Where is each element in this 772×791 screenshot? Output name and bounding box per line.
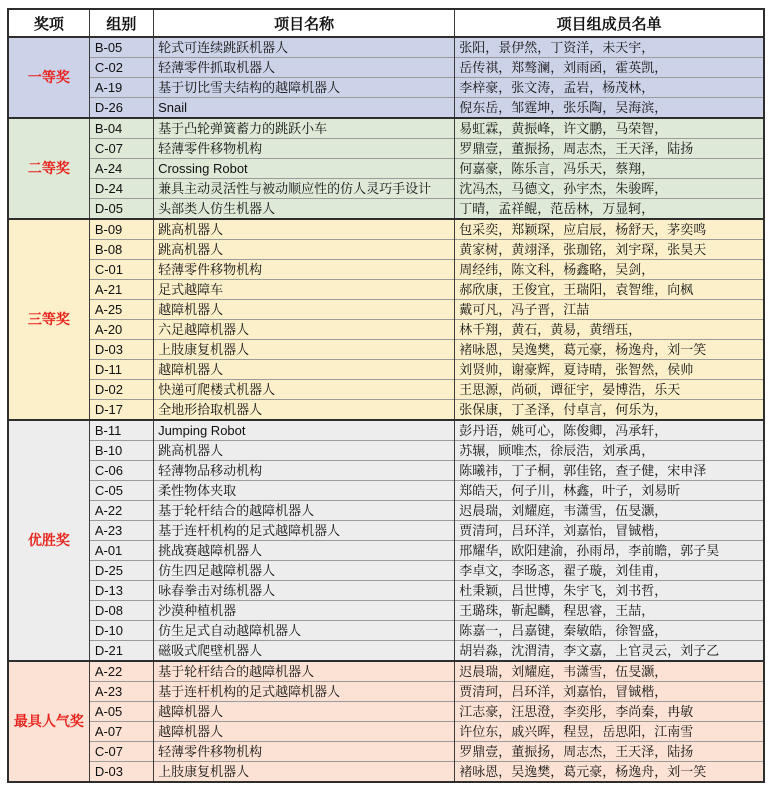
table-row	[8, 521, 764, 541]
members-cell: 何嘉豪，陈乐言，冯乐天，蔡翔，	[455, 159, 764, 179]
column-header-group: 组别	[89, 9, 153, 37]
group-cell: D-08	[89, 601, 153, 621]
award-cell-second-prize: 二等奖	[8, 118, 89, 219]
project-cell: Snail	[154, 98, 455, 119]
members-cell: 罗鼎壹，董振扬，周志杰，王天泽，陆扬	[455, 139, 764, 159]
group-cell: A-01	[89, 541, 153, 561]
award-cell-popularity-prize: 最具人气奖	[8, 661, 89, 782]
members-cell: 迟晨瑞，刘耀庭，韦潇雪，伍旻灏，	[455, 661, 764, 682]
table-row	[8, 240, 764, 260]
table-row	[8, 420, 764, 441]
members-cell: 沈冯杰，马德文，孙宇杰，朱骏晖，	[455, 179, 764, 199]
awards-table	[7, 8, 765, 783]
members-cell: 邢耀华，欧阳建渝，孙雨昂，李前瞻，郭子昊	[455, 541, 764, 561]
group-cell: B-05	[89, 37, 153, 58]
members-cell: 褚咏恩，吴逸樊，葛元豪，杨逸舟，刘一笑	[455, 340, 764, 360]
group-cell: B-08	[89, 240, 153, 260]
group-cell: C-02	[89, 58, 153, 78]
table-row	[8, 641, 764, 662]
award-cell-third-prize: 三等奖	[8, 219, 89, 420]
group-cell: A-20	[89, 320, 153, 340]
table-row	[8, 159, 764, 179]
project-cell: Crossing Robot	[154, 159, 455, 179]
members-cell: 迟晨瑞，刘耀庭，韦潇雪，伍旻灏，	[455, 501, 764, 521]
members-cell: 林千翔，黄石，黄易，黄缙珏，	[455, 320, 764, 340]
members-cell: 黄家树，黄翊泽，张珈铭，刘宇琛，张昊天	[455, 240, 764, 260]
table-row	[8, 320, 764, 340]
table-row	[8, 78, 764, 98]
project-cell: 越障机器人	[154, 360, 455, 380]
project-cell: 轻薄零件移物机构	[154, 139, 455, 159]
table-row	[8, 380, 764, 400]
group-cell: D-10	[89, 621, 153, 641]
members-cell: 罗鼎壹，董振扬，周志杰，王天泽，陆扬	[455, 742, 764, 762]
group-cell: B-10	[89, 441, 153, 461]
table-row	[8, 179, 764, 199]
table-row	[8, 98, 764, 119]
group-cell: C-01	[89, 260, 153, 280]
table-row	[8, 682, 764, 702]
members-cell: 彭丹语，姚可心，陈俊卿，冯承轩，	[455, 420, 764, 441]
members-cell: 李梓豪，张文涛，孟岩，杨茂林，	[455, 78, 764, 98]
group-cell: C-07	[89, 742, 153, 762]
table-row	[8, 581, 764, 601]
members-cell: 王璐珠，靳起麟，程思睿，王喆，	[455, 601, 764, 621]
table-row	[8, 661, 764, 682]
table-row	[8, 501, 764, 521]
table-row	[8, 199, 764, 220]
group-cell: A-23	[89, 521, 153, 541]
project-cell: 轮式可连续跳跃机器人	[154, 37, 455, 58]
project-cell: 跳高机器人	[154, 240, 455, 260]
project-cell: 跳高机器人	[154, 219, 455, 240]
table-row	[8, 340, 764, 360]
project-cell: 轻薄物品移动机构	[154, 461, 455, 481]
project-cell: 基于轮杆结合的越障机器人	[154, 501, 455, 521]
project-cell: 基于连杆机构的足式越障机器人	[154, 521, 455, 541]
project-cell: 基于轮杆结合的越障机器人	[154, 661, 455, 682]
group-cell: D-25	[89, 561, 153, 581]
project-cell: 上肢康复机器人	[154, 762, 455, 783]
project-cell: 基于连杆机构的足式越障机器人	[154, 682, 455, 702]
group-cell: D-05	[89, 199, 153, 220]
members-cell: 倪东岳，邹霆坤，张乐陶，吴海滨，	[455, 98, 764, 119]
table-row	[8, 561, 764, 581]
table-row	[8, 541, 764, 561]
project-cell: 越障机器人	[154, 722, 455, 742]
project-cell: 足式越障车	[154, 280, 455, 300]
group-cell: D-13	[89, 581, 153, 601]
project-cell: 沙漠种植机器	[154, 601, 455, 621]
group-cell: D-26	[89, 98, 153, 119]
members-cell: 戴可凡，冯子晋，江喆	[455, 300, 764, 320]
members-cell: 岳传祺，郑骜澜，刘雨函，霍英凯，	[455, 58, 764, 78]
header-row	[8, 9, 764, 37]
table-row	[8, 722, 764, 742]
members-cell: 王思源，尚硕，谭征宇，晏博浩，乐天	[455, 380, 764, 400]
table-row	[8, 601, 764, 621]
group-cell: A-19	[89, 78, 153, 98]
members-cell: 杜秉颖，吕世博，朱宇飞，刘书哲，	[455, 581, 764, 601]
members-cell: 张保康，丁圣泽，付卓言，何乐为，	[455, 400, 764, 421]
group-cell: A-07	[89, 722, 153, 742]
table-row	[8, 742, 764, 762]
group-cell: D-24	[89, 179, 153, 199]
group-cell: B-04	[89, 118, 153, 139]
group-cell: D-02	[89, 380, 153, 400]
table-row	[8, 461, 764, 481]
group-cell: C-05	[89, 481, 153, 501]
table-row	[8, 260, 764, 280]
members-cell: 包采奕，郑颖琛，应启辰，杨舒天，茅奕鸣	[455, 219, 764, 240]
column-header-award: 奖项	[8, 9, 89, 37]
members-cell: 郑皓天，何子川，林鑫，叶子，刘易昕	[455, 481, 764, 501]
table-row	[8, 219, 764, 240]
members-cell: 苏辗，顾唯杰，徐辰浩，刘承禹，	[455, 441, 764, 461]
group-cell: A-22	[89, 661, 153, 682]
project-cell: 越障机器人	[154, 300, 455, 320]
project-cell: 头部类人仿生机器人	[154, 199, 455, 220]
table-row	[8, 300, 764, 320]
project-cell: 咏春拳击对练机器人	[154, 581, 455, 601]
project-cell: 柔性物体夹取	[154, 481, 455, 501]
project-cell: 六足越障机器人	[154, 320, 455, 340]
table-body	[8, 37, 764, 782]
members-cell: 周经纬，陈文科，杨鑫略，吴剑，	[455, 260, 764, 280]
project-cell: 轻薄零件移物机构	[154, 742, 455, 762]
table-header	[8, 9, 764, 37]
members-cell: 丁晴，孟祥鲲，范岳林，万显轲，	[455, 199, 764, 220]
group-cell: D-17	[89, 400, 153, 421]
group-cell: B-09	[89, 219, 153, 240]
column-header-project: 项目名称	[154, 9, 455, 37]
members-cell: 陈嘉一，吕嘉键，秦敏皓，徐智盛，	[455, 621, 764, 641]
members-cell: 胡岩淼，沈渭清，李文嘉，上官灵云，刘子乙	[455, 641, 764, 662]
project-cell: 磁吸式爬壁机器人	[154, 641, 455, 662]
project-cell: 上肢康复机器人	[154, 340, 455, 360]
table-row	[8, 702, 764, 722]
project-cell: 兼具主动灵活性与被动顺应性的仿人灵巧手设计	[154, 179, 455, 199]
members-cell: 褚咏恩，吴逸樊，葛元豪，杨逸舟，刘一笑	[455, 762, 764, 783]
project-cell: 越障机器人	[154, 702, 455, 722]
members-cell: 江志豪，汪思澄，李奕彤，李尚秦，冉敏	[455, 702, 764, 722]
members-cell: 郝欣康，王俊宜，王瑞阳，袁智维，向枫	[455, 280, 764, 300]
members-cell: 许位东，戚兴晖，程昱，岳思阳，江南雪	[455, 722, 764, 742]
group-cell: C-06	[89, 461, 153, 481]
project-cell: 挑战赛越障机器人	[154, 541, 455, 561]
table-row	[8, 139, 764, 159]
table-row	[8, 280, 764, 300]
table-row	[8, 400, 764, 421]
group-cell: A-22	[89, 501, 153, 521]
project-cell: 仿生足式自动越障机器人	[154, 621, 455, 641]
table-row	[8, 762, 764, 783]
group-cell: A-23	[89, 682, 153, 702]
project-cell: 全地形拾取机器人	[154, 400, 455, 421]
members-cell: 贾清珂，吕环洋，刘嘉怡，冒铖楷，	[455, 521, 764, 541]
members-cell: 贾清珂，吕环洋，刘嘉怡，冒铖楷，	[455, 682, 764, 702]
members-cell: 张阳，景伊然，丁资洋，未天宇，	[455, 37, 764, 58]
table-row	[8, 481, 764, 501]
group-cell: A-25	[89, 300, 153, 320]
members-cell: 陈曦祎，丁子桐，郭佳铭，查子健，宋申泽	[455, 461, 764, 481]
group-cell: A-05	[89, 702, 153, 722]
group-cell: D-03	[89, 340, 153, 360]
project-cell: 基于切比雪夫结构的越障机器人	[154, 78, 455, 98]
members-cell: 易虹霖，黄振峰，许文鹏，马荣智，	[455, 118, 764, 139]
project-cell: 跳高机器人	[154, 441, 455, 461]
group-cell: B-11	[89, 420, 153, 441]
table-row	[8, 441, 764, 461]
table-row	[8, 58, 764, 78]
group-cell: C-07	[89, 139, 153, 159]
group-cell: A-24	[89, 159, 153, 179]
column-header-members: 项目组成员名单	[455, 9, 764, 37]
members-cell: 刘贤帅，谢豪辉，夏诗晴，张智然，侯帅	[455, 360, 764, 380]
project-cell: 快递可爬楼式机器人	[154, 380, 455, 400]
table-row	[8, 37, 764, 58]
project-cell: Jumping Robot	[154, 420, 455, 441]
award-cell-winner-prize: 优胜奖	[8, 420, 89, 661]
project-cell: 轻薄零件抓取机器人	[154, 58, 455, 78]
project-cell: 基于凸轮弹簧蓄力的跳跃小车	[154, 118, 455, 139]
award-cell-first-prize: 一等奖	[8, 37, 89, 118]
table-row	[8, 360, 764, 380]
group-cell: D-21	[89, 641, 153, 662]
group-cell: D-03	[89, 762, 153, 783]
project-cell: 轻薄零件移物机构	[154, 260, 455, 280]
table-row	[8, 118, 764, 139]
group-cell: A-21	[89, 280, 153, 300]
members-cell: 李卓文，李旸忞，翟子璇，刘佳甫，	[455, 561, 764, 581]
project-cell: 仿生四足越障机器人	[154, 561, 455, 581]
group-cell: D-11	[89, 360, 153, 380]
table-row	[8, 621, 764, 641]
